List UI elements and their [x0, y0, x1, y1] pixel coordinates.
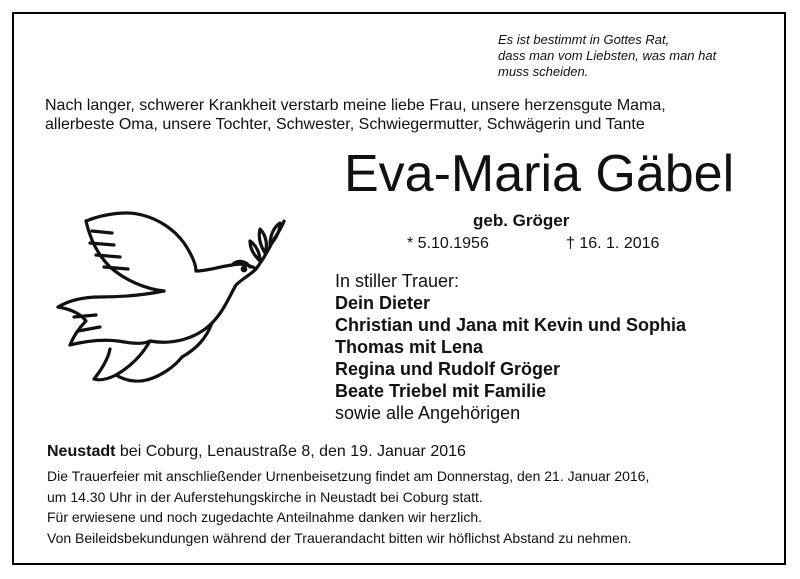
mourner-name: Regina und Rudolf Gröger	[335, 359, 560, 379]
obituary-notice	[12, 12, 786, 565]
mourner-name: Beate Triebel mit Familie	[335, 381, 547, 401]
mourners-heading: In stiller Trauer:	[335, 271, 460, 291]
mourner-name: Thomas mit Lena	[335, 337, 484, 357]
details-line: Von Beileidsbekundungen während der Trauerandacht bitten wir höflichst Abstand zu nehmen.	[47, 529, 632, 546]
mourner-name: Christian und Jana mit Kevin und Sophia	[335, 315, 687, 335]
details-line: Für erwiesene und noch zugedachte Anteilnahme danken wir herzlich.	[47, 509, 483, 525]
dove-with-olive-branch-icon	[46, 199, 286, 439]
death-date: † 16. 1. 2016	[566, 235, 660, 252]
born-name: geb. Gröger	[473, 211, 570, 230]
intro-text	[45, 96, 666, 134]
place-address-date: bei Coburg, Lenaustraße 8, den 19. Januar 2016	[115, 443, 466, 460]
birth-date: * 5.10.1956	[407, 235, 489, 252]
motto-verse	[498, 32, 716, 80]
motto-line: dass man vom Liebsten, was man hat	[498, 48, 717, 63]
details-line: um 14.30 Uhr in der Auferstehungskirche in Neustadt bei Coburg statt.	[47, 488, 483, 505]
mourners-closing: sowie alle Angehörigen	[335, 403, 521, 423]
place-city: Neustadt	[47, 443, 116, 460]
motto-line: Es ist bestimmt in Gottes Rat,	[498, 32, 670, 47]
deceased-name: Eva-Maria Gäbel	[344, 145, 735, 203]
mourner-name: Dein Dieter	[335, 293, 431, 313]
intro-line: Nach langer, schwerer Krankheit verstarb meine liebe Frau, unsere herzensgute Mama,	[45, 97, 666, 114]
place-and-date	[47, 443, 466, 461]
intro-line: allerbeste Oma, unsere Tochter, Schwester, Schwiegermutter, Schwägerin und Tante	[45, 116, 645, 133]
motto-line: muss scheiden.	[498, 64, 589, 79]
details-line: Die Trauerfeier mit anschließender Urnenbeisetzung findet am Donnerstag, den 21. Januar 2016,	[47, 468, 650, 484]
funeral-details	[47, 466, 649, 548]
mourners-block	[335, 270, 686, 424]
